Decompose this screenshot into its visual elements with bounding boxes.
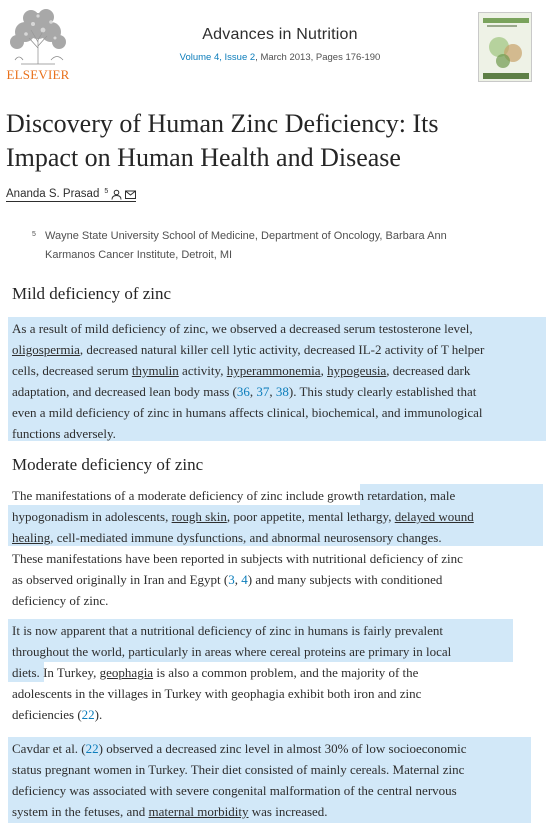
author-link[interactable] — [6, 188, 136, 202]
text-span: cells, decreased serum — [12, 363, 132, 378]
text-span: ). — [94, 707, 103, 722]
text-line — [12, 662, 538, 683]
article-title-line2: Impact on Human Health and Disease — [6, 143, 401, 172]
article-title — [6, 107, 536, 175]
paragraph-mild — [12, 318, 538, 444]
section-heading-moderate: Moderate deficiency of zinc — [12, 455, 204, 474]
publisher-name: ELSEVIER — [6, 67, 70, 82]
text-span: ) and many subjects with conditioned — [247, 572, 443, 587]
term-link-rough-skin[interactable]: rough skin — [171, 509, 227, 524]
journal-info — [130, 26, 430, 63]
term-link-maternal-morbidity[interactable]: maternal morbidity — [148, 804, 249, 819]
reference-link[interactable]: 3 — [228, 572, 235, 587]
affiliation-sup: 5 — [32, 231, 36, 238]
reference-link[interactable]: 22 — [81, 707, 95, 722]
article-title-line1: Discovery of Human Zinc Deficiency: Its — [6, 109, 439, 138]
affiliation-line1: Wayne State University School of Medicine, Department of Oncology, Barbara Ann — [45, 230, 447, 242]
text-span: ). This study clearly established that — [288, 384, 477, 399]
text-line — [12, 801, 538, 822]
envelope-icon — [125, 189, 136, 200]
text-line: functions adversely. — [12, 426, 116, 441]
text-span: hypogonadism in adolescents, — [12, 509, 172, 524]
text-line — [12, 506, 538, 527]
text-line — [12, 704, 538, 725]
term-link-hypogeusia[interactable]: hypogeusia — [327, 363, 387, 378]
text-line: deficiency was associated with severe congenital malformation of the central nervous — [12, 783, 457, 798]
elsevier-tree-logo — [7, 8, 69, 66]
reference-link[interactable]: 22 — [85, 741, 99, 756]
text-span: adaptation, and decreased lean body mass ( — [12, 384, 237, 399]
text-span: diets. — [12, 665, 40, 680]
text-span: , poor appetite, mental lethargy, — [226, 509, 395, 524]
affiliation — [32, 227, 512, 265]
paragraph-moderate-1 — [12, 485, 538, 611]
elsevier-logo[interactable] — [5, 8, 71, 82]
volume-issue-link[interactable]: Volume 4, Issue 2 — [179, 52, 256, 63]
journal-cover-icon — [479, 13, 532, 82]
text-line: throughout the world, particularly in areas where cereal proteins are primary in local — [12, 644, 452, 659]
reference-link[interactable]: 36 — [236, 384, 250, 399]
affiliation-line2: Karmanos Cancer Institute, Detroit, MI — [45, 249, 233, 261]
text-span: was increased. — [248, 804, 328, 819]
paragraph-moderate-2 — [12, 620, 538, 725]
text-span: is also a common problem, and the majority of the — [153, 665, 419, 680]
text-line: adaptation, and decreased lean body mass (36, 37, 38). This study clearly established that — [12, 384, 477, 399]
text-line: deficiency of zinc. — [12, 593, 109, 608]
term-link-thymulin[interactable]: thymulin — [131, 363, 179, 378]
term-link-oligospermia[interactable]: oligospermia — [12, 342, 80, 357]
paragraph-moderate-3 — [12, 738, 538, 822]
text-line — [12, 339, 538, 360]
term-link-hyperammonemia[interactable]: hyperammonemia — [226, 363, 321, 378]
text-span: ) observed a decreased zinc level in almost 30% of low socioeconomic — [98, 741, 467, 756]
person-icon — [111, 189, 122, 200]
reference-link[interactable]: 4 — [241, 572, 248, 587]
text-line: As a result of mild deficiency of zinc, we observed a decreased serum testosterone level, — [12, 321, 473, 336]
term-link-delayed-wound-healing[interactable]: delayed wound — [394, 509, 474, 524]
text-line: as observed originally in Iran and Egypt (3, 4) and many subjects with conditioned — [12, 572, 443, 587]
text-span: , cell-mediated immune dysfunctions, and abnormal neurosensory changes. — [50, 530, 442, 545]
text-span: Cavdar et al. ( — [12, 741, 86, 756]
author-affiliation-sup: 5 — [104, 188, 109, 195]
text-line — [12, 527, 538, 548]
text-span: activity, — [178, 363, 227, 378]
journal-cover[interactable] — [478, 12, 532, 82]
author-name: Ananda S. Prasad — [6, 188, 100, 200]
text-span: , — [320, 363, 328, 378]
text-line — [12, 738, 538, 759]
text-span: , decreased natural killer cell lytic activity, decreased IL-2 activity of T helper — [79, 342, 485, 357]
term-link-healing[interactable]: healing — [12, 530, 51, 545]
text-span: In Turkey, — [39, 665, 100, 680]
text-line: even a mild deficiency of zinc in humans affects clinical, biochemical, and immunological — [12, 405, 483, 420]
text-line: These manifestations have been reported in subjects with nutritional deficiency of zinc — [12, 551, 463, 566]
journal-header — [0, 0, 548, 92]
term-link-geophagia[interactable]: geophagia — [99, 665, 154, 680]
text-line: It is now apparent that a nutritional deficiency of zinc in humans is fairly prevalent — [12, 623, 444, 638]
text-span: deficiencies ( — [12, 707, 82, 722]
text-line: The manifestations of a moderate deficiency of zinc include growth retardation, male — [12, 488, 456, 503]
journal-meta — [130, 52, 430, 63]
text-span: , decreased dark — [386, 363, 471, 378]
date-pages: , March 2013, Pages 176-190 — [255, 52, 381, 63]
reference-link[interactable]: 37 — [256, 384, 270, 399]
section-heading-mild: Mild deficiency of zinc — [12, 284, 172, 303]
text-span: as observed originally in Iran and Egypt ( — [12, 572, 229, 587]
text-line — [12, 360, 538, 381]
text-span: system in the fetuses, and — [12, 804, 149, 819]
text-line: status pregnant women in Turkey. Their diet consisted of mainly cereals. Maternal zinc — [12, 762, 465, 777]
journal-title[interactable]: Advances in Nutrition — [202, 26, 358, 43]
reference-link[interactable]: 38 — [275, 384, 289, 399]
text-line: adolescents in the villages in Turkey with geophagia exhibit both iron and zinc — [12, 686, 422, 701]
